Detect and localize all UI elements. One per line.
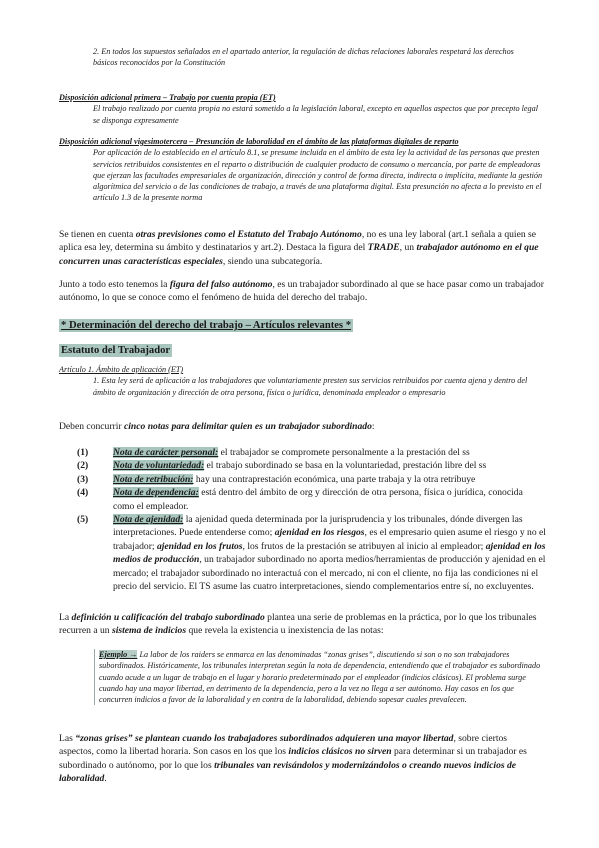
paragraph-definicion xyxy=(59,611,544,638)
paragraph-zonas-grises xyxy=(59,732,544,786)
list-item xyxy=(77,513,546,593)
note-number: (3) xyxy=(77,473,89,485)
list-item xyxy=(77,459,546,472)
text: , sobre ciertos aspectos, como la libertad horaria. Son casos en los que los xyxy=(59,733,508,758)
note-text: , un trabajador subordinado no aporta medios/herramientas de producción y ajenidad en el mercado; el trabajador subordinado no interactuá con el mercado, ni con el cliente, no fija las condiciones ni el precio del servicio. El TS asume las cuatro interpretaciones, siendo complementarios entre sí, no excluyentes. xyxy=(113,554,546,593)
note-label: Nota de ajenidad: xyxy=(113,514,184,526)
paragraph-cinco-notas xyxy=(59,420,544,433)
example-box xyxy=(94,649,549,705)
note-label: Nota de dependencia: xyxy=(113,487,199,499)
text: , un xyxy=(399,242,417,254)
paragraph-article-2: 2. En todos los supuestos señalados en el apartado anterior, la regulación de dichas relaciones laborales respetará los derechos básicos reconocidos por la Constitución xyxy=(93,47,514,68)
emphasis: sistema de indicios xyxy=(112,625,187,637)
note-text: hay una contraprestación económica, una parte trabaja y la otra retribuye xyxy=(193,473,476,485)
note-number: (2) xyxy=(77,460,89,472)
emphasis: otras previsiones como el Estatuto del Trabajo Autónomo xyxy=(135,229,362,240)
text: que revela la existencia u inexistencia de las notas: xyxy=(186,625,384,637)
section-da-vigesimotercera xyxy=(59,136,544,204)
heading-determinacion: * Determinación del derecho del trabajo – Artículos relevantes * xyxy=(61,320,352,331)
text: Se tienen en cuenta xyxy=(59,229,136,240)
paragraph-falso-autonomo xyxy=(59,278,544,305)
text: , no es una ley laboral (art.1 señala a quien se aplica esa ley, determina su ámbito y destinatarios y art.2). Destaca la figura del xyxy=(59,229,537,254)
note-label: Nota de retribución: xyxy=(113,473,194,485)
text: Junto a todo esto tenemos la xyxy=(59,279,170,290)
paragraph-autonomo xyxy=(59,228,544,268)
text: Deben concurrir xyxy=(59,421,124,432)
subsection-heading xyxy=(59,340,172,358)
note-text: la ajenidad queda determinada por la jurisprudencia y los tribunales, dónde divergen las interpretaciones. Puede entenderse como; xyxy=(113,514,523,539)
emphasis: TRADE xyxy=(367,242,400,254)
note-text: el trabajo subordinado se basa en la voluntariedad, prestación libre del ss xyxy=(204,460,487,472)
list-item xyxy=(77,486,546,513)
emphasis: ajenidad en los frutos xyxy=(156,540,243,552)
text: Las xyxy=(59,733,76,744)
text: , es un trabajador subordinado al que se hace pasar como un trabajador autónomo, lo que se conoce como el fenómeno de huida del derecho del trabajo. xyxy=(59,279,544,304)
example-text: La labor de los raiders se enmarca en las denominadas “zonas grises”, discutiendo si son o no son trabajadores subordinados. Históricamente, los tribunales interpretan según la nota de dependencia, entendiendo que el trabajador es subordinado cuando acude a un lugar de trabajo en el lugar y horario predeterminado por el empleador (indicios clásicos). El problema surge cuando hay una mayor libertad, en detrimento de la dependencia, pero a la vez no llega a ser autónomo. Hay casos en los que concurren indicios a favor de la laboralidad y en contra de la laboralidad, debiendo sopesar cuales prevalecen. xyxy=(99,650,541,705)
note-label: Nota de carácter personal: xyxy=(113,447,219,458)
da23-text: Por aplicación de lo establecido en el artículo 8.1, se presume incluida en el ámbito de esta ley la actividad de las personas que presten servicios retribuidos consistentes en el reparto o distribución de cualquier producto de consumo o mercancía, por parte de empleadoras que ejerzan las facultades empresariales de organización, dirección y control de forma directa, indirecta o implícita, mediante la gestión algorítmica del servicio o de las condiciones de trabajo, a través de una plataforma digital. Esta presunción no afecta a lo previsto en el artículo 1.3 de la presente norma xyxy=(93,148,543,203)
da23-title: Disposición adicional vigesimotercera – Presunción de laboralidad en el ámbito de las plataformas digitales de reparto xyxy=(59,137,459,146)
text: , siendo una subcategoría. xyxy=(222,255,323,267)
text: . xyxy=(104,773,107,785)
note-number: (1) xyxy=(77,447,89,458)
section-da-primera xyxy=(59,92,544,126)
emphasis: indicios clásicos no sirven xyxy=(288,746,392,758)
note-text: el trabajador se compromete personalmente a la prestación del ss xyxy=(218,447,470,458)
note-number: (4) xyxy=(77,487,89,499)
text: plantea una serie de problemas en la práctica, por lo que los tribunales recurren a un xyxy=(59,612,537,637)
text: La xyxy=(59,612,72,623)
text: : xyxy=(371,421,375,432)
emphasis: trabajador autónomo en el que concurren unas características especiales xyxy=(59,242,539,267)
example-label: Ejemplo → xyxy=(99,650,138,659)
emphasis: cinco notas para delimitar quien es un trabajador subordinado xyxy=(124,421,372,432)
list-item xyxy=(77,446,546,459)
note-text: está dentro del ámbito de org y dirección de otra persona, física o jurídica, conocida como el empleador. xyxy=(113,487,523,512)
notes-list xyxy=(77,446,546,593)
emphasis: definición u calificación del trabajo subordinado xyxy=(71,612,265,623)
note-text: , es el empresario quien asume el riesgo y no el trabajador; xyxy=(113,527,546,552)
list-item xyxy=(77,473,546,486)
section-heading xyxy=(59,315,353,333)
section-articulo-1 xyxy=(59,364,544,398)
da-primera-title: Disposición adicional primera – Trabajo por cuenta propia (ET) xyxy=(59,93,276,102)
emphasis: tribunales van revisándolos y modernizándolos o creando nuevos indicios de laboralidad xyxy=(59,759,517,785)
emphasis: ajenidad en los riesgos xyxy=(274,527,365,539)
da-primera-text: El trabajo realizado por cuenta propia no estará sometido a la legislación laboral, excepto en aquellos aspectos que por precepto legal se disponga expresamente xyxy=(93,104,539,125)
article-1-text: 1. Esta ley será de aplicación a los trabajadores que voluntariamente presten sus servicios retribuidos por cuenta ajena y dentro del ámbito de organización y dirección de otra persona, física o jurídica, denominada empleador o empresario xyxy=(93,376,528,397)
emphasis: “zonas grises” se plantean cuando los trabajadores subordinados adquieren una mayor libertad xyxy=(75,733,454,744)
note-number: (5) xyxy=(77,514,89,526)
heading-estatuto: Estatuto del Trabajador xyxy=(61,345,171,356)
note-label: Nota de voluntariedad: xyxy=(113,460,205,472)
note-text: , los frutos de la prestación se atribuyen al inicio al empleador; xyxy=(242,540,486,552)
article-1-title: Artículo 1. Ámbito de aplicación (ET) xyxy=(59,365,184,374)
text: para determinar si un trabajador es subordinado o autónomo, por lo que los xyxy=(59,746,527,771)
emphasis: ajenidad en los medios de producción xyxy=(113,540,546,566)
emphasis: figura del falso autónomo xyxy=(169,279,273,290)
